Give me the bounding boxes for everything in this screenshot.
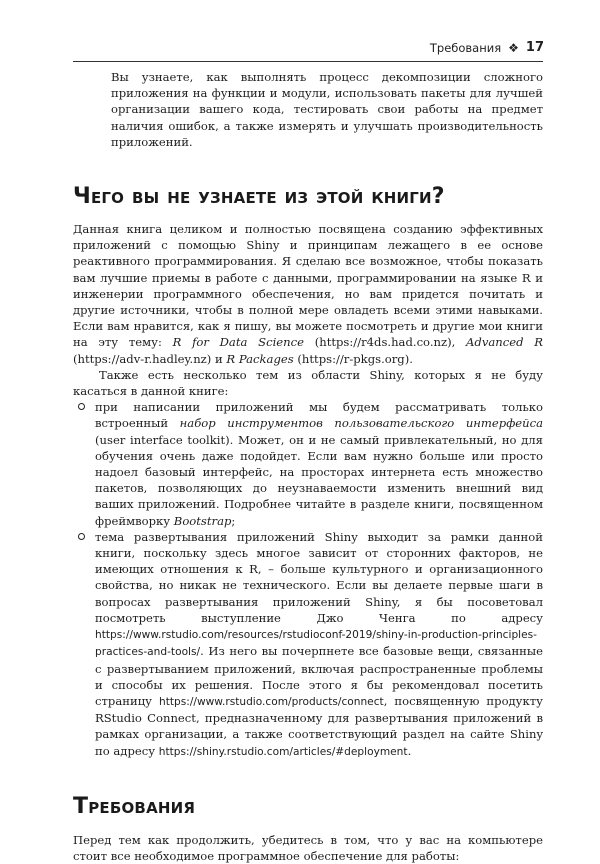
intro-paragraph: Вы узнаете, как выполнять процесс декомпозиции сложного приложения на функции и модули, использовать пакеты для лучшей организации вашего кода, тестировать свои работы на предмет наличия ошибок, а также измерять и улучшать производительность приложений. — [111, 70, 543, 149]
book-title-r4ds: R for Data Science — [172, 335, 304, 350]
list-item-text: , посвященную продукту RStudio Connect, предназначенному для развертывания приложений в рамках организации, а также соответствующий раздел на сайте Shiny по адресу — [95, 693, 543, 758]
list-item-ui-toolkit — [73, 399, 543, 529]
url-r-pkgs: (https://r-pkgs.org). — [293, 351, 413, 366]
list-item-text: . — [407, 743, 412, 758]
bullet-circle-icon — [78, 533, 85, 540]
bullet-circle-icon — [78, 403, 85, 410]
section1-paragraph-1 — [73, 221, 543, 367]
header-rule — [73, 61, 543, 62]
list-item-italic: набор инструментов пользовательского интерфейса — [179, 416, 544, 431]
book-title-advanced-r: Advanced R — [466, 335, 544, 350]
list-item-italic: Bootstrap — [173, 513, 232, 528]
link-shiny-deployment[interactable]: https://shiny.rstudio.com/articles/#deployment — [158, 745, 408, 758]
ornament-icon: ❖ — [508, 40, 519, 55]
running-header-section: Требования — [429, 40, 502, 55]
page-body — [73, 69, 543, 864]
link-rstudio-connect[interactable]: https://www.rstudio.com/products/connect — [158, 695, 384, 708]
section-heading-not-covered: Чего вы не узнаете из этой книги? — [73, 184, 445, 210]
list-item-text: тема развертывания приложений Shiny выходит за рамки данной книги, поскольку здесь многое зависит от сторонних факторов, не имеющих отношения к R, – больше культурного и организационного свойства, но никак не технического. Если вы делаете первые шаги в вопросах развертывания приложений Shiny, я бы посоветовал посмотреть выступление Джо Ченга по адресу — [95, 529, 543, 625]
running-header — [430, 40, 544, 55]
not-covered-list — [73, 399, 543, 759]
book-title-r-packages: R Packages — [226, 351, 294, 366]
url-adv-r: (https://adv-r.hadley.nz) и — [73, 351, 227, 366]
url-r4ds: (https://r4ds.had.co.nz), — [303, 335, 467, 350]
section2-paragraph-1: Перед тем как продолжить, убедитесь в том, что у вас на компьютере стоит все необходимое программное обеспечение для работы: — [73, 832, 543, 863]
page-number: 17 — [525, 40, 544, 55]
link-joe-cheng-talk[interactable]: https://www.rstudio.com/resources/rstudioconf-2019/shiny-in-production-principles-practices-and-tools/ — [95, 629, 537, 659]
list-item-text: ; — [231, 513, 236, 528]
list-item-text: (user interface toolkit). Может, он и не самый привлекательный, но для обучения очень даже подойдет. Если вам нужно больше или просто надоел базовый интерфейс, на просторах интернета есть множество пакетов, позволяющих до неузнаваемости изменить внешний вид ваших приложений. Подробнее читайте в разделе книги, посвященном фреймворку — [95, 432, 543, 528]
section-heading-requirements: Требования — [73, 793, 196, 819]
section1-para1-text: Данная книга целиком и полностью посвящена созданию эффективных приложений с помощью Shiny и принципам лежащего в ее основе реактивного программирования. Я сделаю все возможное, чтобы показать вам лучшие приемы в работе с данными, программировании на языке R и инженерии программного обеспечения, но вам придется почитать и другие источники, чтобы в полной мере овладеть всеми этими навыками. Если вам нравится, как я пишу, вы можете посмотреть и другие мои книги на эту тему: — [73, 222, 543, 350]
section1-paragraph-2: Также есть несколько тем из области Shiny, которых я не буду касаться в данной книге: — [73, 367, 543, 399]
list-item-deployment — [73, 529, 543, 760]
list-item-text: при написании приложений мы будем рассматривать только встроенный — [95, 400, 543, 431]
list-item-text: . Из него вы почерпнете все базовые вещи, связанные с развертыванием приложений, включая распространенные проблемы и способы их решения. После этого я бы рекомендовал посетить страницу — [95, 644, 543, 708]
